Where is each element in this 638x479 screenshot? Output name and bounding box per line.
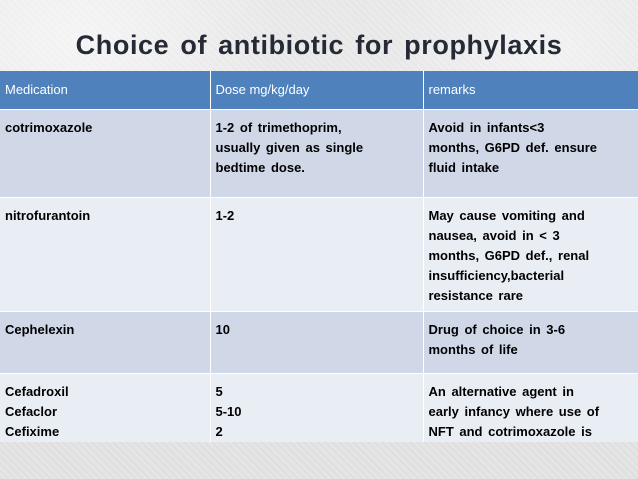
medication-cell — [0, 312, 210, 374]
medication-name: Cefaclor — [5, 404, 58, 419]
table-header-row — [0, 71, 638, 110]
remarks-line: May cause vomiting and — [428, 208, 585, 223]
dose-line: 5 — [215, 384, 223, 399]
remarks-line: nausea, avoid in < 3 — [428, 228, 560, 243]
dose-line: 5-10 — [215, 404, 242, 419]
medication-name: Cefixime — [5, 424, 60, 439]
remarks-line: insufficiency,bacterial — [428, 268, 565, 283]
antibiotic-table — [0, 71, 638, 442]
remarks-line: An alternative agent in — [428, 384, 574, 399]
dose-cell — [210, 110, 423, 198]
table-row — [0, 110, 638, 198]
table-row — [0, 374, 638, 443]
medication-cell — [0, 110, 210, 198]
remarks-line: Avoid in infants<3 — [428, 120, 545, 135]
medication-name: cotrimoxazole — [5, 120, 93, 135]
dose-line: 10 — [215, 322, 230, 337]
remarks-line: Drug of choice in 3-6 — [428, 322, 566, 337]
slide-title: Choice of antibiotic for prophylaxis — [75, 30, 563, 60]
dose-cell — [210, 312, 423, 374]
dose-cell — [210, 198, 423, 312]
table-row — [0, 312, 638, 374]
remarks-cell — [423, 312, 638, 374]
dose-line: 1-2 — [215, 208, 235, 223]
dose-line: usually given as single — [215, 140, 364, 155]
remarks-cell — [423, 110, 638, 198]
dose-line: bedtime dose. — [215, 160, 305, 175]
header-dose: Dose mg/kg/day — [210, 71, 423, 110]
remarks-line: months, G6PD def., renal — [428, 248, 590, 263]
remarks-line: months, G6PD def. ensure — [428, 140, 598, 155]
dose-line: 1-2 of trimethoprim, — [215, 120, 342, 135]
table-row — [0, 198, 638, 312]
remarks-line: resistance rare — [428, 288, 524, 303]
dose-cell — [210, 374, 423, 443]
remarks-line: NFT and cotrimoxazole is — [428, 424, 592, 439]
remarks-line: fluid intake — [428, 160, 500, 175]
remarks-cell — [423, 198, 638, 312]
remarks-cell — [423, 374, 638, 443]
medication-name: nitrofurantoin — [5, 208, 91, 223]
dose-line: 2 — [215, 424, 223, 439]
header-medication: Medication — [0, 71, 210, 110]
medication-cell — [0, 374, 210, 443]
header-remarks: remarks — [423, 71, 638, 110]
medication-cell — [0, 198, 210, 312]
remarks-line: early infancy where use of — [428, 404, 600, 419]
medication-name: Cephelexin — [5, 322, 75, 337]
medication-name: Cefadroxil — [5, 384, 69, 399]
remarks-line: months of life — [428, 342, 518, 357]
